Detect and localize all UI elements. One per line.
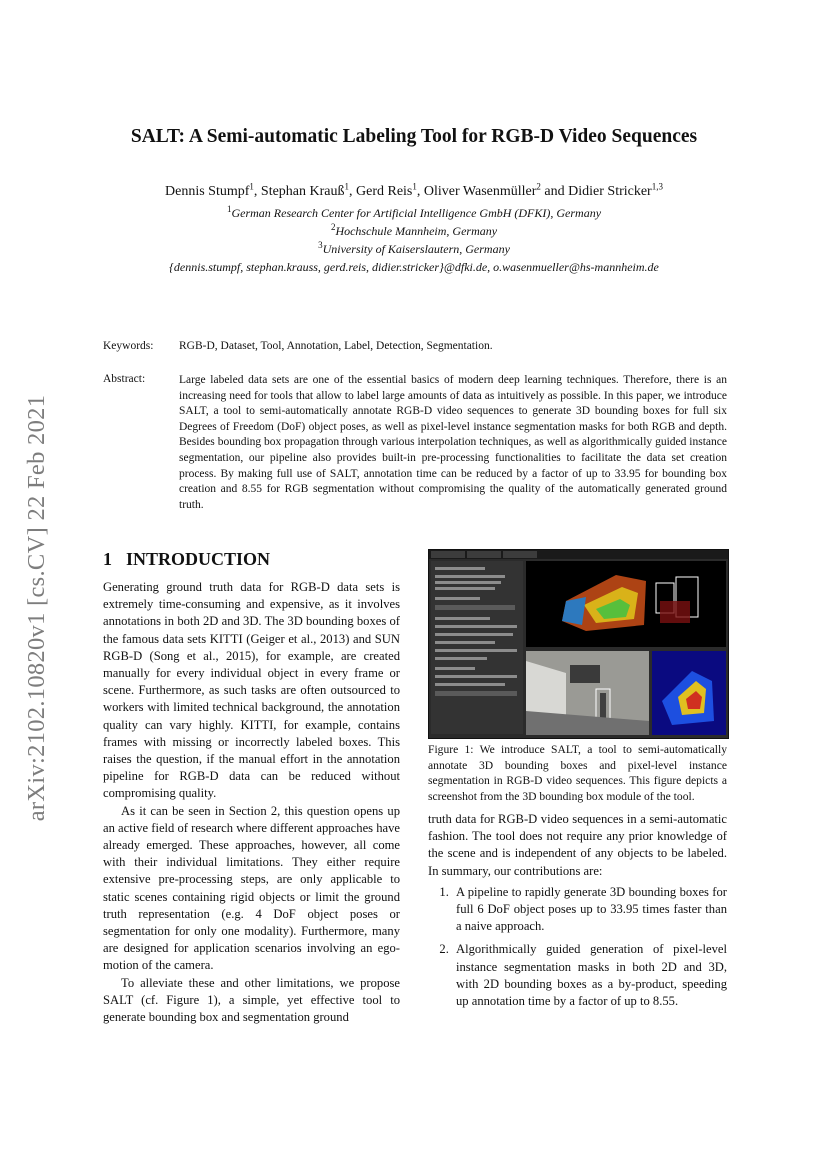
- figure-rgb-view: [526, 651, 649, 735]
- author-name: Stephan Krauß: [260, 184, 345, 199]
- intro-column-right: [428, 811, 727, 1016]
- figure-tab-bar: [429, 550, 728, 559]
- arxiv-id-text: arXiv:2102.10820v1 [cs.CV] 22 Feb 2021: [23, 394, 50, 821]
- author-affiliation-mark: 1,3: [651, 181, 663, 192]
- paper-title: SALT: A Semi-automatic Labeling Tool for RGB-D Video Sequences: [130, 126, 698, 147]
- figure-panel-row: [435, 649, 517, 652]
- arxiv-identifier: [20, 365, 54, 850]
- keywords-text: RGB-D, Dataset, Tool, Annotation, Label, Detection, Segmentation.: [179, 340, 493, 352]
- author-affiliation-mark: 1: [249, 181, 254, 192]
- figure-depth-view: [652, 651, 726, 735]
- author-affiliation-mark: 1: [344, 181, 349, 192]
- affiliation-3-num: 3: [318, 240, 323, 250]
- contribution-item-1: 1. A pipeline to rapidly generate 3D bounding boxes for full 6 DoF object poses up to 33.95 times faster than a naive approach.: [452, 884, 727, 936]
- contribution-item-2: 2. Algorithmically guided generation of pixel-level instance segmentation masks in both 2D and 3D, with 2D bounding boxes as a by-product, speeding up annotation time by a factor of up to 8.55.: [452, 941, 727, 1010]
- affiliation-1: [0, 206, 828, 221]
- affiliation-1-text: German Research Center for Artificial Intelligence GmbH (DFKI), Germany: [231, 206, 602, 220]
- contributions-list: [428, 884, 727, 1010]
- author-name: Didier Stricker: [568, 184, 652, 199]
- figure-panel-row: [435, 581, 501, 584]
- figure-depth-image: [652, 651, 726, 735]
- figure-tab: [431, 551, 465, 558]
- figure-panel-row: [435, 617, 490, 620]
- affiliation-2-num: 2: [330, 222, 336, 232]
- affiliation-3-text: University of Kaiserslautern, Germany: [322, 242, 510, 256]
- affiliation-1-num: 1: [226, 204, 232, 214]
- figure-panel-row: [435, 691, 517, 696]
- figure-point-cloud: [526, 561, 726, 647]
- section-heading: [103, 549, 270, 570]
- figure-tab: [503, 551, 537, 558]
- author-emails: {dennis.stumpf, stephan.krauss, gerd.reis, didier.stricker}@dfki.de, o.wasenmueller@hs-mannheim.de: [169, 260, 659, 274]
- author-affiliation-mark: 1: [412, 181, 417, 192]
- figure-panel-row: [435, 605, 515, 610]
- figure-tab: [467, 551, 501, 558]
- intro-paragraph-2: As it can be seen in Section 2, this question opens up an active field of research where different approaches have already emerged. These approaches, however, all come with their individual limitations. They either require extensive pre-processing steps, are only applicable to static scenes containing rigid objects or limit the ground truth representation (e.g. 4 DoF object poses or segmentation for only one modality). Furthermore, many are designed for application scenarios involving an ego-motion of the camera.: [103, 803, 400, 973]
- author-name: Dennis Stumpf: [165, 184, 250, 199]
- figure-panel-row: [435, 587, 495, 590]
- author-list: Dennis Stumpf$^1$, Stephan Krauß$^1$, Gerd Reis$^1$, Oliver Wasenmüller$^2$ and Didier Stricker$^{1,3}$: [165, 181, 663, 199]
- figure-1-caption: Figure 1: We introduce SALT, a tool to semi-automatically annotate 3D bounding boxes and pixel-level instance segmentation in RGB-D video sequences. This figure depicts a screenshot from the 3D bounding box module of the tool.: [428, 743, 727, 803]
- intro-paragraph-3: To alleviate these and other limitations, we propose SALT (cf. Figure 1), a simple, yet effective tool to generate bounding box and segmentation ground: [103, 975, 400, 1025]
- intro-paragraph-1: Generating ground truth data for RGB-D data sets is extremely time-consuming and expensive, as it involves annotations in both 2D and 3D. The 3D bounding boxes of the famous data sets KITTI (Geiger et al., 2013) and SUN RGB-D (Song et al., 2015), for example, are created manually for every individual object in every frame or scene. Furthermore, as such tasks are often outsourced to workers with limited technical background, the annotation quality can vary highly. KITTI, for example, contains frames with missing or incorrectly labeled boxes. This raises the question, if the manual effort in the annotation pipeline for RGB-D data can be reduced without compromising quality.: [103, 580, 400, 801]
- affiliation-2-text: Hochschule Mannheim, Germany: [335, 224, 498, 238]
- figure-1-screenshot: [428, 549, 729, 739]
- figure-3d-view: [526, 561, 726, 647]
- figure-panel-row: [435, 641, 495, 644]
- figure-panel-row: [435, 667, 475, 670]
- figure-panel-row: [435, 597, 480, 600]
- figure-settings-panel: [431, 561, 523, 734]
- figure-panel-row: [435, 567, 485, 570]
- author-affiliation-mark: 2: [536, 181, 541, 192]
- keywords-label: Keywords:: [103, 340, 154, 352]
- figure-panel-row: [435, 625, 517, 628]
- figure-panel-row: [435, 633, 513, 636]
- figure-panel-row: [435, 683, 505, 686]
- figure-panel-row: [435, 575, 505, 578]
- figure-panel-row: [435, 675, 517, 678]
- abstract-label: Abstract:: [103, 373, 146, 385]
- intro-continuation: truth data for RGB-D video sequences in a semi-automatic fashion. The tool does not require any prior knowledge of the scene and is independent of any objects to be labeled. In summary, our contributions are:: [428, 812, 727, 878]
- intro-column-left: [103, 579, 400, 1026]
- figure-rgb-image: [526, 651, 649, 735]
- section-number: 1: [103, 549, 112, 569]
- affiliation-2: [0, 224, 828, 239]
- author-name: Gerd Reis: [356, 184, 413, 199]
- abstract-text: Large labeled data sets are one of the essential basics of modern deep learning techniques. Therefore, there is an increasing need for tools that allow to label large amounts of data as intuitively as possible. In this paper, we introduce SALT, a tool to semi-automatically annotate RGB-D video sequences to generate 3D bounding boxes for full six Degrees of Freedom (DoF) object poses, as well as pixel-level instance segmentation masks for both RGB and depth. Besides bounding box propagation through various interpolation techniques, as well as algorithmically guided instance segmentation, our pipeline also provides built-in pre-processing functionalities to facilitate the data set creation process. By making full use of SALT, annotation time can be reduced by a factor of up to 33.95 for bounding box creation and 8.55 for RGB segmentation without compromising the quality of the automatically generated ground truth.: [179, 374, 727, 511]
- figure-panel-row: [435, 657, 487, 660]
- affiliation-3: [0, 242, 828, 257]
- author-name: Oliver Wasenmüller: [423, 184, 537, 199]
- section-title: INTRODUCTION: [126, 549, 271, 569]
